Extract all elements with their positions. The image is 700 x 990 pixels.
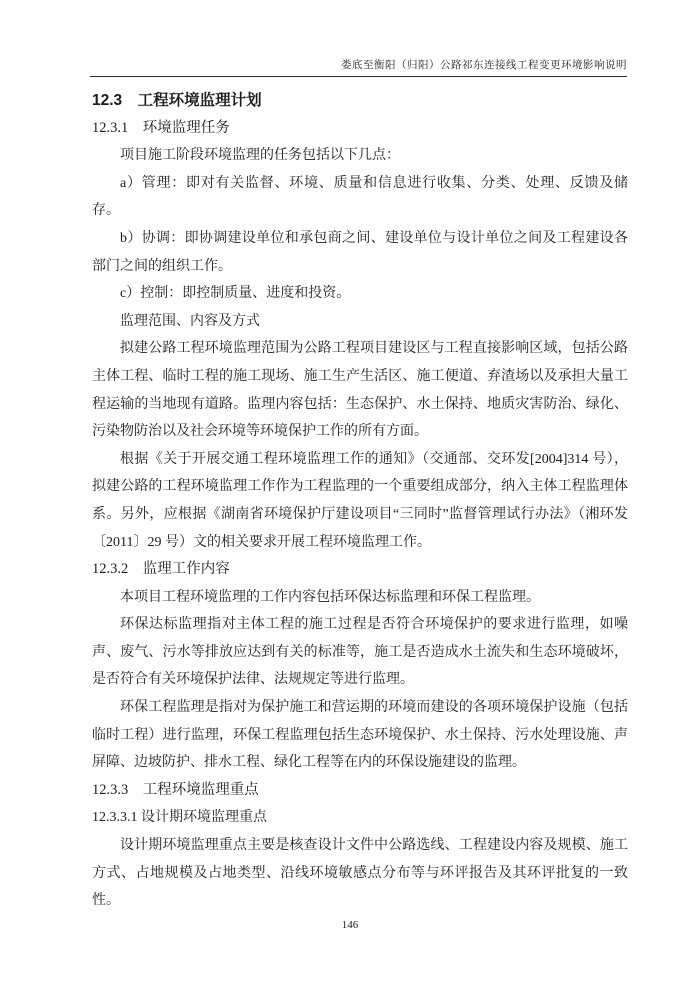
- heading-12-3-2: 12.3.2 监理工作内容: [92, 561, 230, 578]
- paragraph-scope-title: 监理范围、内容及方式: [120, 313, 260, 329]
- header-title: 娄底至衡阳（归阳）公路祁东连接线工程变更环境影响说明: [341, 60, 627, 71]
- document-body: [92, 87, 628, 915]
- paragraph-work-content: 本项目工程环境监理的工作内容包括环保达标监理和环保工程监理。: [120, 589, 540, 605]
- paragraph-compliance: 环保达标监理指对主体工程的施工过程是否符合环境保护的要求进行监理，如噪声、废气、污水等排放应达到有关的标准等，施工是否造成水土流失和生态环境破坏，是否符合有关环境保护法律、法规规定等进行监理。: [92, 617, 628, 688]
- paragraph-basis: 根据《关于开展交通工程环境监理工作的通知》（交通部、交环发[2004]314 号），拟建公路的工程环境监理工作作为工程监理的一个重要组成部分，纳入主体工程监理体系。另外，应根据《湖南省环境保护厅建设项目“三同时”监督管理试行办法》（湘环发〔2011〕29 号）文的相关要求开展工程环境监理工作。: [92, 451, 628, 550]
- header-rule: [90, 76, 627, 77]
- paragraph-epe-works: 环保工程监理是指对为保护施工和营运期的环境而建设的各项环境保护设施（包括临时工程）进行监理，环保工程监理包括生态环境保护、水土保持、污水处理设施、声屏障、边坡防护、排水工程、绿化工程等在内的环保设施建设的监理。: [92, 700, 628, 771]
- heading-12-3: 12.3 工程环境监理计划: [92, 92, 262, 109]
- paragraph-scope-detail: 拟建公路工程环境监理范围为公路工程项目建设区与工程直接影响区域，包括公路主体工程、临时工程的施工现场、施工生产生活区、施工便道、弃渣场以及承担大量工程运输的当地现有道路。监理内容包括：生态保护、水土保持、地质灾害防治、绿化、污染物防治以及社会环境等环境保护工作的所有方面。: [92, 341, 628, 440]
- paragraph-item-b: b）协调：即协调建设单位和承包商之间、建设单位与设计单位之间及工程建设各部门之间的组织工作。: [92, 230, 628, 274]
- heading-12-3-3-1: 12.3.3.1 设计期环境监理重点: [92, 810, 267, 826]
- paragraph-item-c: c）控制：即控制质量、进度和投资。: [120, 286, 351, 302]
- page-footer: [0, 919, 700, 931]
- paragraph-design-phase: 设计期环境监理重点主要是核查设计文件中公路选线、工程建设内容及规模、施工方式、占地规模及占地类型、沿线环境敏感点分布等与环评报告及其环评批复的一致性。: [92, 838, 628, 909]
- heading-12-3-1: 12.3.1 环境监理任务: [92, 119, 230, 136]
- page-number: 146: [341, 919, 359, 931]
- paragraph-item-a: a）管理：即对有关监督、环境、质量和信息进行收集、分类、处理、反馈及储存。: [92, 175, 628, 219]
- page-header: [90, 57, 627, 72]
- heading-12-3-3: 12.3.3 工程环境监理重点: [92, 781, 259, 798]
- paragraph-tasks-intro: 项目施工阶段环境监理的任务包括以下几点：: [120, 148, 400, 164]
